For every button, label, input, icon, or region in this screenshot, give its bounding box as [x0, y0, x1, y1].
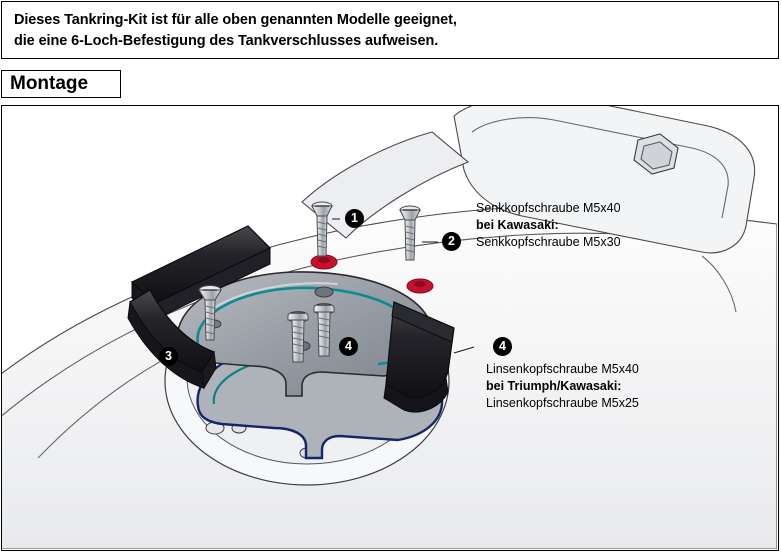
section-heading-label: Montage — [10, 73, 89, 94]
annotation-screw-bottom-line3: Linsenkopfschraube M5x25 — [486, 395, 639, 410]
intro-line-1: Dieses Tankring-Kit ist für alle oben genannten Modelle geeignet, — [14, 12, 457, 28]
callout-badge-1: 1 — [345, 209, 364, 228]
annotation-screw-top-line3: Senkkopfschraube M5x30 — [476, 234, 621, 249]
callout-badge-3: 3 — [159, 347, 178, 366]
callout-badge-4-right: 4 — [493, 337, 512, 356]
diagram-illustration — [2, 106, 777, 549]
intro-line-2: die eine 6-Loch-Befestigung des Tankverschlusses aufweisen. — [14, 33, 439, 50]
annotation-screw-bottom-line1: Linsenkopfschraube M5x40 — [486, 362, 639, 376]
annotation-screw-bottom-line2: bei Triumph/Kawasaki: — [486, 378, 622, 393]
section-heading-montage — [1, 70, 121, 98]
annotation-screw-top-line1: Senkkopfschraube M5x40 — [476, 201, 621, 215]
annotation-screw-bottom — [486, 361, 639, 412]
intro-text-box — [1, 1, 779, 59]
annotation-screw-top-line2: bei Kawasaki: — [476, 217, 559, 232]
tankring-mounting-diagram — [2, 106, 778, 550]
callout-badge-4-left: 4 — [339, 337, 358, 356]
annotation-screw-top — [476, 200, 621, 251]
callout-badge-2: 2 — [442, 232, 461, 251]
figure-frame — [1, 105, 779, 551]
